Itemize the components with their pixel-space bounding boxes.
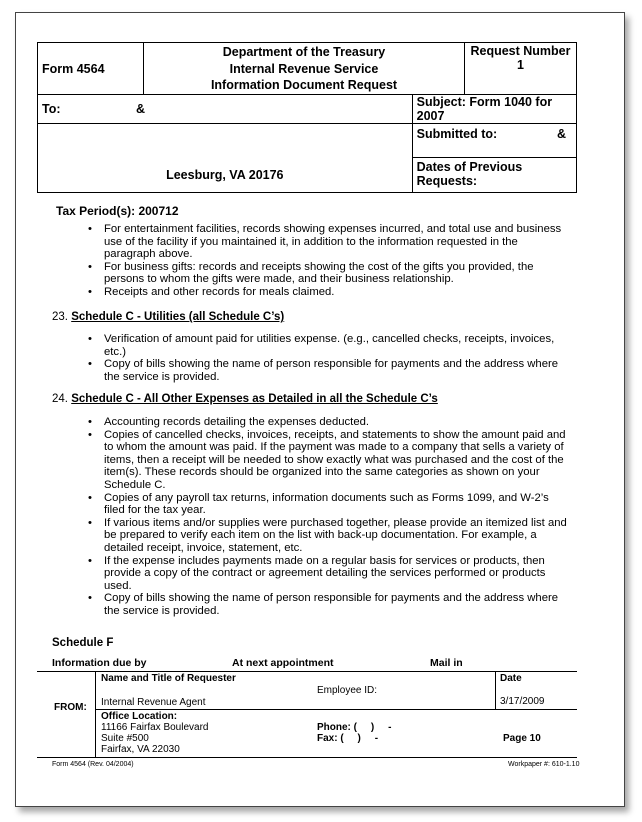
office-location-label: Office Location: [101,711,178,722]
list-item: • For entertainment facilities, records showing expenses incurred, and total use and business use of the facility if you maintained it, in addition to the information requested in the paragraph above. [51,223,571,261]
mail-in: Mail in [430,657,463,669]
list-item: • Copies of cancelled checks, invoices, receipts, and statements to show the amount paid and to whom the amount was paid. If the payment was made to a company that sells a variety of items, then a receipt will be needed to show exactly what was purchased and the cost of the item(s). These records should be organized into the same categories as shown on your Schedule C. [51,429,571,492]
subject: Subject: Form 1040 for 2007 [416,95,553,123]
divider [37,671,577,672]
dept-line-2: Internal Revenue Service [229,61,379,76]
form-revision: Form 4564 (Rev. 04/2004) [52,761,134,768]
address-cell [38,124,413,193]
fax: Fax: ( ) - [317,733,379,744]
section-23-heading [52,311,284,324]
submitted-to-label: Submitted to: [416,127,498,141]
to-cell [38,95,413,124]
list-item: • For business gifts: records and receipts showing the cost of the gifts you provided, the persons to whom the gifts were made, and their business relationship. [51,261,571,286]
office-address [101,722,208,755]
dept-line-1: Department of the Treasury [222,45,386,59]
list-item: • Accounting records detailing the expenses deducted. [51,416,571,429]
date-divider [495,671,496,709]
divider [37,757,577,758]
request-number-label: Request Number [470,44,571,58]
list-item: • If the expense includes payments made on a regular basis for services or products, then provide a copy of the contract or agreement detailing the services performed or products used. [51,555,571,593]
section-number: 24. [52,393,68,405]
header-table [37,42,577,193]
subject-cell [412,95,576,124]
section-number: 23. [52,311,68,323]
list-item: • Copies of any payroll tax returns, information documents such as Forms 1099, and W-2’s filed for the tax year. [51,492,571,517]
section-title: Schedule C - Utilities (all Schedule C’s) [71,311,285,323]
previous-requests-label: Dates of Previous Requests: [416,160,523,188]
submitted-to-cell [412,124,576,158]
request-number: 1 [517,58,524,72]
name-title-label: Name and Title of Requester [101,673,236,684]
submitted-ampersand: & [556,127,566,141]
from-divider [95,671,96,757]
list-item: • Receipts and other records for meals claimed. [51,286,571,299]
phone: Phone: ( ) - [317,722,392,733]
list-item: • Verification of amount paid for utilities expense. (e.g., cancelled checks, receipts, invoices, etc.) [51,333,571,358]
tax-period: Tax Period(s): 200712 [56,204,179,218]
to-label: To: [42,102,61,116]
previous-requests-cell [412,158,576,193]
requester-title: Internal Revenue Agent [101,697,206,708]
page-number: Page 10 [503,733,541,744]
request-number-cell [465,43,577,95]
list-item: • Copy of bills showing the name of person responsible for payments and the address where the service is provided. [51,592,571,617]
section-24-bullets [51,416,571,618]
intro-bullets [51,223,571,299]
from-label: FROM: [54,702,87,713]
form-number-cell [38,43,144,95]
employee-id-label: Employee ID: [317,685,378,696]
to-ampersand: & [136,102,146,116]
section-24-heading [52,393,438,406]
section-title: Schedule C - All Other Expenses as Detailed in all the Schedule C’s [71,393,438,405]
workpaper-number: Workpaper #: 610-1.10 [508,761,580,768]
address-city: Leesburg, VA 20176 [166,168,284,182]
section-23-bullets [51,333,571,383]
request-date: 3/17/2009 [500,696,545,707]
list-item: • If various items and/or supplies were purchased together, please provide an itemized list and be prepared to verify each item on the list with back-up documentation. For example, a detailed receipt, invoice, statement, etc. [51,517,571,555]
information-due-label: Information due by [52,657,147,669]
form-number: Form 4564 [42,61,105,76]
department-cell [144,43,465,95]
office-line-2: Suite #500 [101,733,149,744]
date-label: Date [500,673,522,684]
office-line-3: Fairfax, VA 22030 [101,744,180,755]
schedule-f-heading: Schedule F [52,637,114,649]
dept-line-3: Information Document Request [210,78,398,92]
office-line-1: 11166 Fairfax Boulevard [101,722,209,733]
list-item: • Copy of bills showing the name of person responsible for payments and the address where the service is provided. [51,358,571,383]
at-next-appointment: At next appointment [232,657,334,669]
